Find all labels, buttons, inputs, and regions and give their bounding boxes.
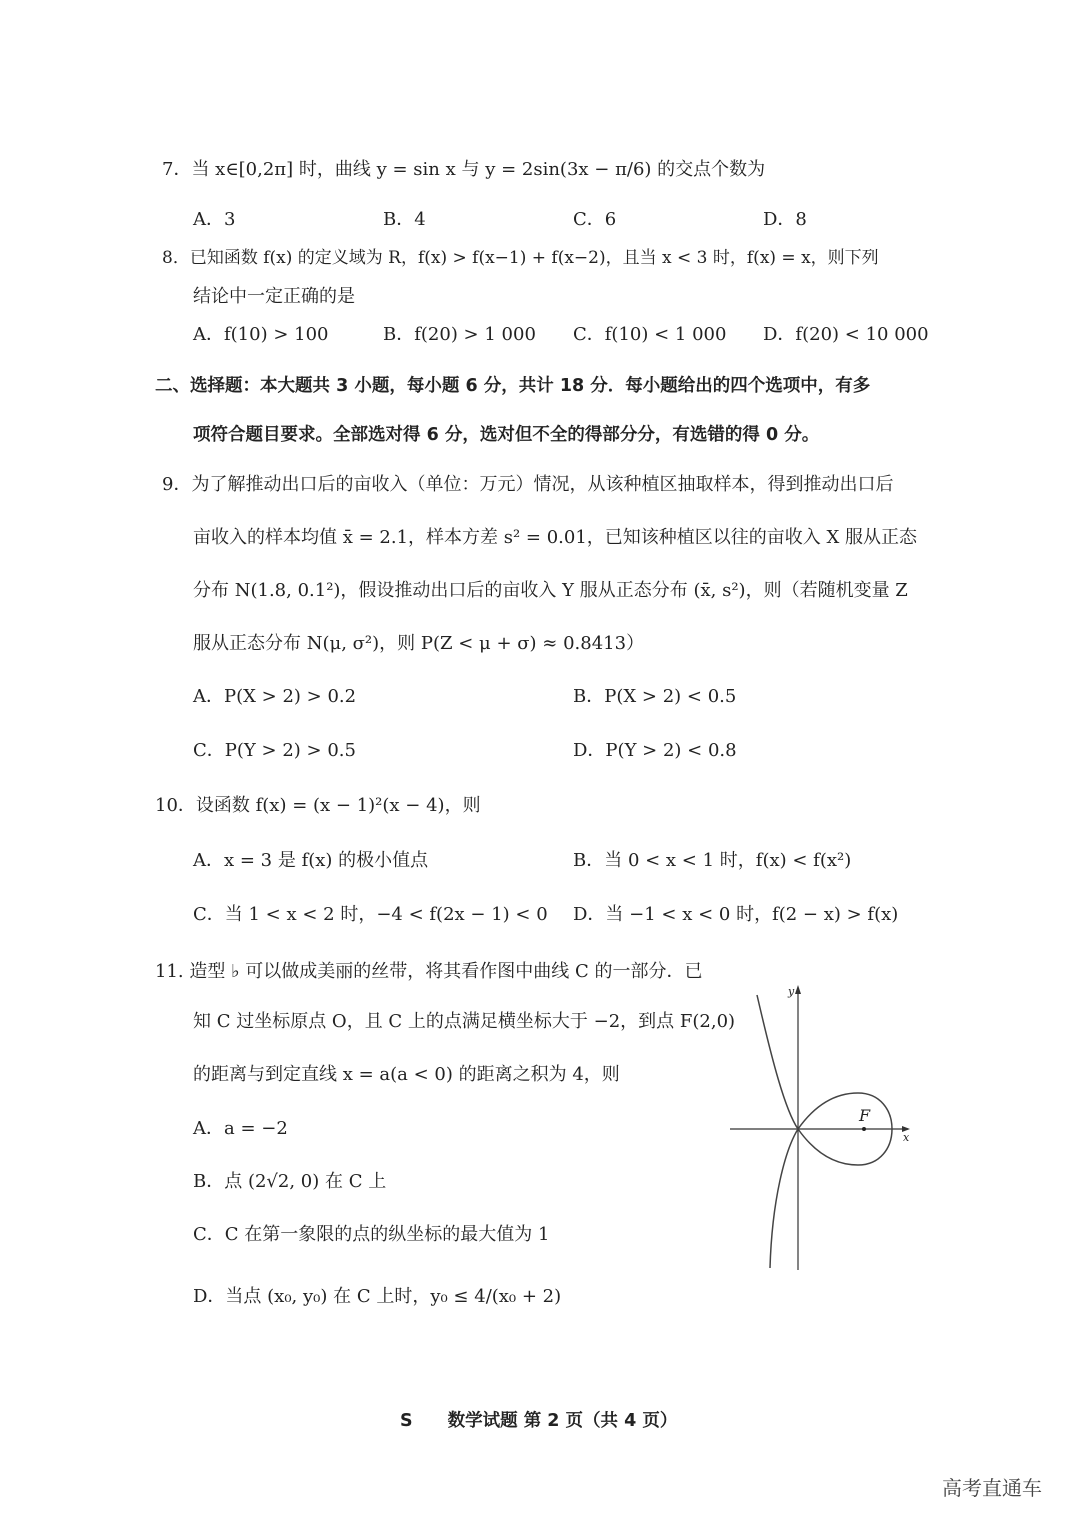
- q11-stem-1: 11. 造型 ♭ 可以做成美丽的丝带，将其看作图中曲线 C 的一部分．已: [155, 961, 703, 982]
- q9-stem-3: 分布 N(1.8, 0.1²)，假设推动出口后的亩收入 Y 服从正态分布 (x̄, s²)，则（若随机变量 Z: [193, 580, 908, 601]
- q8-option-b: B．f(20) > 1 000: [383, 324, 536, 345]
- q10-option-a: A．x = 3 是 f(x) 的极小值点: [193, 850, 429, 871]
- q8-option-a: A．f(10) > 100: [193, 324, 329, 345]
- section-2-heading: 二、选择题：本大题共 3 小题，每小题 6 分，共计 18 分．每小题给出的四个选项中，有多: [155, 376, 871, 396]
- q9-stem-4: 服从正态分布 N(μ, σ²)，则 P(Z < μ + σ) ≈ 0.8413）: [193, 633, 645, 654]
- q9-stem-1: 9．为了解推动出口后的亩收入（单位：万元）情况，从该种植区抽取样本，得到推动出口后: [162, 474, 894, 495]
- q11-option-c: C．C 在第一象限的点的纵坐标的最大值为 1: [193, 1224, 550, 1245]
- q7-option-b: B．4: [383, 209, 426, 230]
- q7-option-c: C．6: [573, 209, 617, 230]
- q11-stem-3: 的距离与到定直线 x = a(a < 0) 的距离之积为 4，则: [193, 1064, 620, 1085]
- q9-stem-2: 亩收入的样本均值 x̄ = 2.1，样本方差 s² = 0.01，已知该种植区以往的亩收入 X 服从正态: [193, 527, 918, 548]
- q10-option-b: B．当 0 < x < 1 时，f(x) < f(x²): [573, 850, 852, 871]
- watermark: 高考直通车: [942, 1476, 1042, 1500]
- q10-option-d: D．当 −1 < x < 0 时，f(2 − x) > f(x): [573, 904, 899, 925]
- q8-option-c: C．f(10) < 1 000: [573, 324, 727, 345]
- q9-option-c: C．P(Y > 2) > 0.5: [193, 740, 356, 761]
- q7-stem: 7．当 x∈[0,2π] 时，曲线 y = sin x 与 y = 2sin(3x − π/6) 的交点个数为: [162, 159, 766, 180]
- q9-option-b: B．P(X > 2) < 0.5: [573, 686, 737, 707]
- curve-branch: [757, 995, 798, 1268]
- q11-option-b: B．点 (2√2, 0) 在 C 上: [193, 1171, 387, 1192]
- q11-option-a: A．a = −2: [193, 1118, 288, 1139]
- q7-option-d: D．8: [763, 209, 807, 230]
- q8-stem-2: 结论中一定正确的是: [193, 286, 355, 307]
- y-axis-arrow-icon: [795, 985, 801, 994]
- q9-option-a: A．P(X > 2) > 0.2: [193, 686, 357, 707]
- page-footer: S 数学试题 第 2 页（共 4 页）: [400, 1411, 678, 1431]
- q11-option-d: D．当点 (x₀, y₀) 在 C 上时，y₀ ≤ 4/(x₀ + 2): [193, 1286, 562, 1307]
- q7-option-a: A．3: [193, 209, 236, 230]
- q9-option-d: D．P(Y > 2) < 0.8: [573, 740, 737, 761]
- q8-stem-1: 8．已知函数 f(x) 的定义域为 R，f(x) > f(x−1) + f(x−2)，且当 x < 3 时，f(x) = x，则下列: [162, 248, 879, 268]
- q10-option-c: C．当 1 < x < 2 时，−4 < f(2x − 1) < 0: [193, 904, 548, 925]
- x-axis-label: x: [903, 1131, 910, 1144]
- q10-stem: 10．设函数 f(x) = (x − 1)²(x − 4)，则: [155, 795, 481, 816]
- q11-stem-2: 知 C 过坐标原点 O，且 C 上的点满足横坐标大于 −2，到点 F(2,0): [193, 1011, 736, 1032]
- q8-option-d: D．f(20) < 10 000: [763, 324, 929, 345]
- focus-label: F: [859, 1106, 871, 1125]
- y-axis-label: y: [788, 985, 795, 998]
- section-2-heading-cont: 项符合题目要求。全部选对得 6 分，选对但不全的得部分分，有选错的得 0 分。: [193, 425, 820, 445]
